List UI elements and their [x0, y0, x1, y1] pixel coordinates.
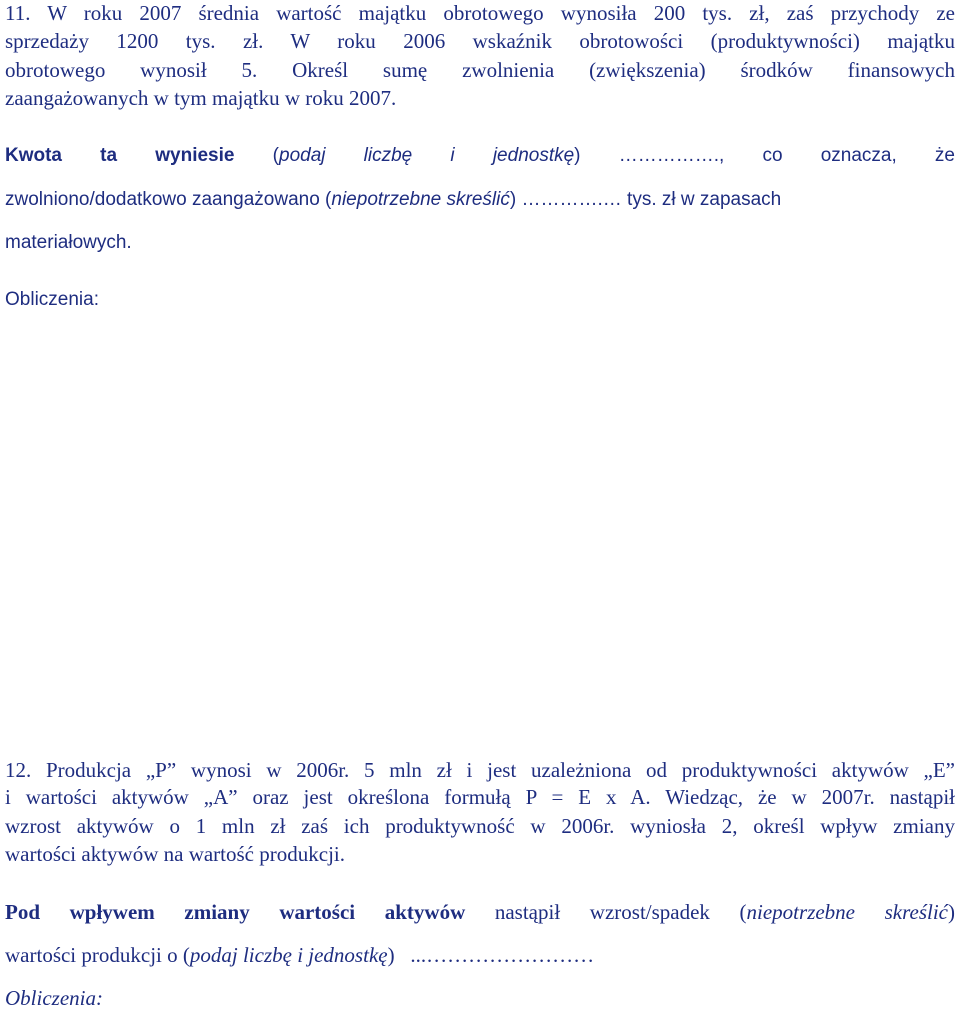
task-12-line-2: i wartości aktywów „A” oraz jest określona formułą P = E x A. Wiedząc, że w 2007r. nastąpił	[5, 785, 955, 809]
answer-rest: co oznacza, że	[762, 145, 955, 166]
paren-close: )	[387, 943, 395, 967]
answer-lead: Pod wpływem zmiany wartości aktywów	[5, 900, 466, 924]
task-12-line-3: wzrost aktywów o 1 mln zł zaś ich produktywność w 2006r. wyniosła 2, określ wpływ zmiany	[5, 814, 955, 838]
answer-blank[interactable]: …………….,	[618, 145, 725, 166]
answer-unit: tys. zł w zapasach	[627, 189, 782, 210]
task-12-line-1: 12. Produkcja „P” wynosi w 2006r. 5 mln zł i jest uzależniona od produktywności aktywów „E”	[5, 758, 955, 782]
task-12-answer-line-1	[5, 899, 955, 925]
answer-text: wartości produkcji o (	[5, 943, 190, 967]
paren-close: )	[574, 145, 581, 166]
task-11-answer-line-2	[5, 187, 955, 213]
calculations-label: Obliczenia:	[5, 986, 103, 1010]
task-11-answer-line-1	[5, 143, 955, 169]
task-11-line-1: 11. W roku 2007 średnia wartość majątku obrotowego wynosiła 200 tys. zł, zaś przychody ze	[5, 1, 955, 25]
task-11-answer-line-3: materiałowych.	[5, 232, 132, 253]
answer-hint: niepotrzebne skreślić	[746, 900, 948, 924]
answer-text: nastąpił wzrost/spadek (	[494, 900, 747, 924]
answer-lead: Kwota ta wyniesie	[5, 145, 235, 166]
task-12-answer-line-2	[5, 942, 955, 968]
answer-blank[interactable]: ) ………….…	[509, 189, 622, 210]
answer-hint: podaj liczbę i jednostkę	[279, 145, 575, 166]
task-11-line-3: obrotowego wynosił 5. Określ sumę zwolnienia (zwiększenia) środków finansowych	[5, 58, 955, 82]
answer-blank[interactable]: ...……………………	[410, 943, 595, 967]
task-11-line-2: sprzedaży 1200 tys. zł. W roku 2006 wskaźnik obrotowości (produktywności) majątku	[5, 29, 955, 53]
task-11-line-4: zaangażowanych w tym majątku w roku 2007.	[5, 86, 397, 110]
task-12-line-4: wartości aktywów na wartość produkcji.	[5, 842, 345, 866]
answer-hint: podaj liczbę i jednostkę	[189, 943, 388, 967]
answer-hint: niepotrzebne skreślić	[331, 189, 510, 210]
paren-close: )	[948, 900, 955, 924]
paren-open: (	[272, 145, 279, 166]
calculations-label: Obliczenia:	[5, 289, 99, 310]
answer-text: zwolniono/dodatkowo zaangażowano (	[5, 189, 332, 210]
